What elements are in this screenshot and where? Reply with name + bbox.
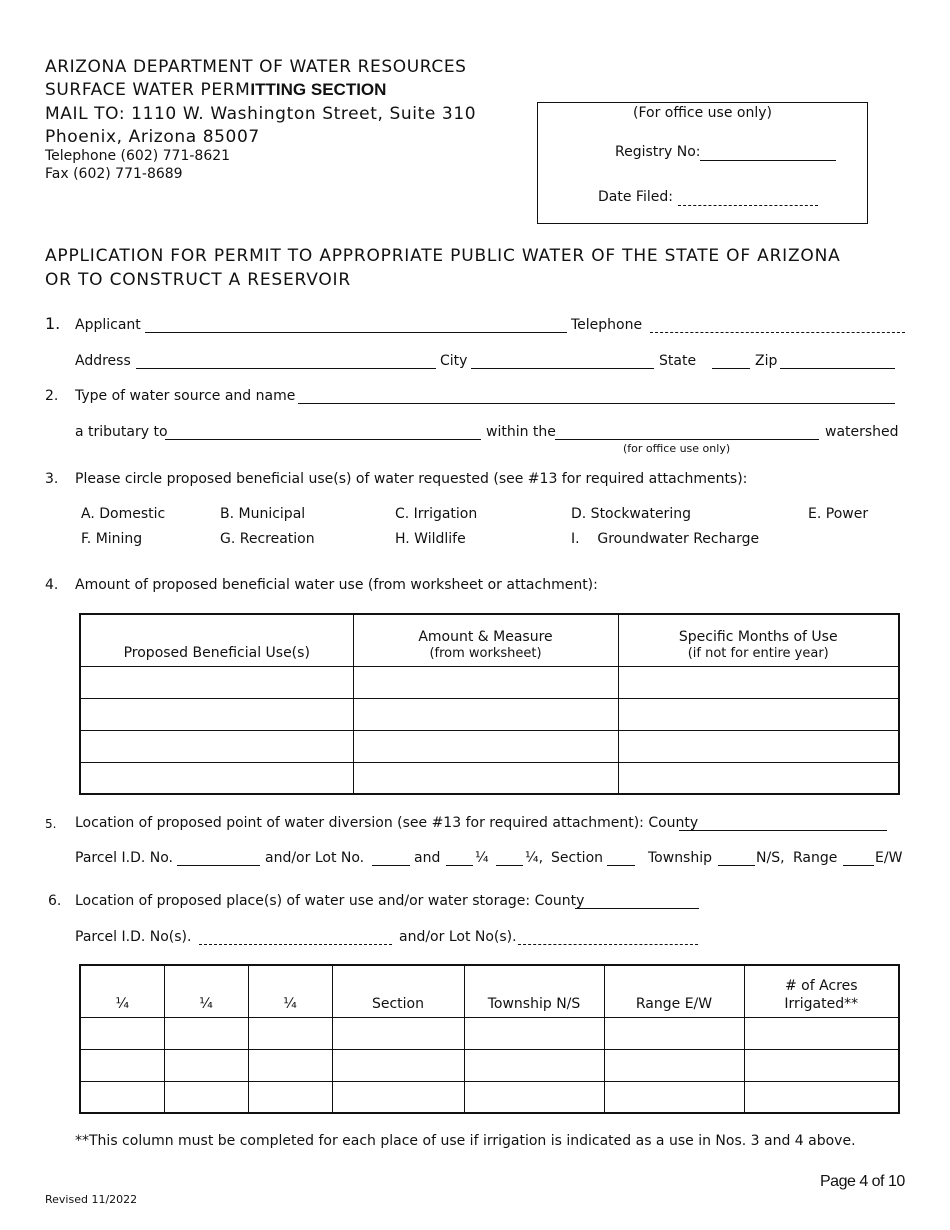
col-amount-measure: Amount & Measure (from worksheet)	[353, 614, 618, 666]
lots-label: and/or Lot No(s).	[399, 929, 517, 945]
applicant-field[interactable]	[145, 332, 567, 333]
table-cell[interactable]	[353, 666, 618, 698]
col-quarter-2: ¼	[164, 965, 248, 1017]
quarter2-field[interactable]	[496, 865, 523, 866]
parcel-label: Parcel I.D. No.	[75, 850, 173, 866]
table-cell[interactable]	[332, 1049, 464, 1081]
diversion-county-field[interactable]	[679, 830, 887, 831]
city-field[interactable]	[471, 368, 654, 369]
quarter1-field[interactable]	[446, 865, 473, 866]
and-label: and	[414, 850, 441, 866]
telephone-label: Telephone	[571, 317, 643, 333]
section-field[interactable]	[607, 865, 635, 866]
table-cell[interactable]	[353, 698, 618, 730]
q4-text: Amount of proposed beneficial water use (from worksheet or attachment):	[75, 577, 598, 593]
page-number: Page 4 of 10	[820, 1173, 905, 1190]
use-recreation[interactable]: G. Recreation	[220, 531, 315, 547]
township-label: Township	[648, 850, 713, 866]
office-use-title: (For office use only)	[633, 105, 772, 121]
col-range: Range E/W	[604, 965, 744, 1017]
table-cell[interactable]	[164, 1081, 248, 1113]
table-cell[interactable]	[80, 1017, 164, 1049]
watershed-label: watershed	[825, 424, 899, 440]
q5-text: Location of proposed point of water diversion (see #13 for required attachment): County	[75, 815, 699, 831]
q5-number: 5.	[45, 817, 57, 831]
table-cell[interactable]	[353, 730, 618, 762]
mail-address: MAIL TO: 1110 W. Washington Street, Suite 310	[45, 104, 477, 124]
col-township: Township N/S	[464, 965, 604, 1017]
q6-number: 6.	[48, 893, 62, 909]
lot-field[interactable]	[372, 865, 410, 866]
table-cell[interactable]	[744, 1081, 899, 1113]
range-label: Range	[793, 850, 838, 866]
table-cell[interactable]	[332, 1017, 464, 1049]
table-cell[interactable]	[80, 762, 353, 794]
revised-date: Revised 11/2022	[45, 1193, 138, 1206]
zip-label: Zip	[755, 353, 778, 369]
department-name: ARIZONA DEPARTMENT OF WATER RESOURCES	[45, 57, 467, 77]
table-cell[interactable]	[248, 1049, 332, 1081]
tributary-label: a tributary to	[75, 424, 168, 440]
parcels-field[interactable]	[199, 944, 392, 945]
watershed-field[interactable]	[555, 439, 819, 440]
city-state-zip: Phoenix, Arizona 85007	[45, 127, 260, 147]
table-cell[interactable]	[164, 1049, 248, 1081]
telephone-field[interactable]	[650, 332, 905, 333]
table-cell[interactable]	[164, 1017, 248, 1049]
registry-label: Registry No:	[615, 144, 701, 160]
zip-field[interactable]	[780, 368, 895, 369]
col-section: Section	[332, 965, 464, 1017]
state-label: State	[659, 353, 697, 369]
q4-number: 4.	[45, 577, 59, 593]
date-filed-label: Date Filed:	[598, 189, 673, 205]
lot-label: and/or Lot No.	[265, 850, 365, 866]
table-cell[interactable]	[604, 1017, 744, 1049]
col-proposed-use: Proposed Beneficial Use(s)	[80, 614, 353, 666]
ew-label: E/W	[875, 850, 903, 866]
date-filed-field[interactable]	[678, 205, 818, 206]
beneficial-use-table	[79, 613, 900, 795]
telephone-number: Telephone (602) 771-8621	[45, 148, 231, 164]
water-source-label: Type of water source and name	[75, 388, 296, 404]
col-months-of-use: Specific Months of Use (if not for entire year)	[618, 614, 899, 666]
place-of-use-table	[79, 964, 900, 1114]
col-quarter-3: ¼	[248, 965, 332, 1017]
table-cell[interactable]	[744, 1049, 899, 1081]
city-label: City	[440, 353, 468, 369]
registry-field[interactable]	[700, 160, 836, 161]
use-municipal[interactable]: B. Municipal	[220, 506, 306, 522]
table-cell[interactable]	[248, 1017, 332, 1049]
table-cell[interactable]	[618, 730, 899, 762]
use-domestic[interactable]: A. Domestic	[81, 506, 166, 522]
form-title-line2: OR TO CONSTRUCT A RESERVOIR	[45, 270, 351, 290]
table-cell[interactable]	[80, 1081, 164, 1113]
table-cell[interactable]	[618, 666, 899, 698]
q1-number: 1.	[45, 314, 61, 333]
use-county-field[interactable]	[575, 908, 699, 909]
section-label: Section	[551, 850, 604, 866]
table-cell[interactable]	[618, 762, 899, 794]
table-cell[interactable]	[604, 1081, 744, 1113]
office-use-box	[537, 102, 868, 224]
office-use-note: (for office use only)	[623, 442, 731, 455]
table-cell[interactable]	[353, 762, 618, 794]
use-mining[interactable]: F. Mining	[81, 531, 143, 547]
table-cell[interactable]	[604, 1049, 744, 1081]
table-cell[interactable]	[80, 1049, 164, 1081]
lots-field[interactable]	[518, 944, 698, 945]
use-wildlife[interactable]: H. Wildlife	[395, 531, 466, 547]
col-quarter-1: ¼	[80, 965, 164, 1017]
table-cell[interactable]	[80, 666, 353, 698]
irrigation-footnote: **This column must be completed for each place of use if irrigation is indicated as a use in Nos. 3 and 4 above.	[75, 1133, 856, 1149]
table-cell[interactable]	[332, 1081, 464, 1113]
q3-number: 3.	[45, 471, 59, 487]
state-field[interactable]	[712, 368, 750, 369]
fax-number: Fax (602) 771-8689	[45, 166, 183, 182]
q6-text: Location of proposed place(s) of water use and/or water storage: County	[75, 893, 585, 909]
address-label: Address	[75, 353, 131, 369]
use-irrigation[interactable]: C. Irrigation	[395, 506, 478, 522]
form-title-line1: APPLICATION FOR PERMIT TO APPROPRIATE PUBLIC WATER OF THE STATE OF ARIZONA	[45, 246, 841, 266]
use-power[interactable]: E. Power	[808, 506, 869, 522]
quarter1-label: ¼	[475, 850, 489, 866]
within-label: within the	[486, 424, 556, 440]
township-field[interactable]	[718, 865, 755, 866]
parcels-label: Parcel I.D. No(s).	[75, 929, 192, 945]
tributary-field[interactable]	[165, 439, 481, 440]
table-cell[interactable]	[744, 1017, 899, 1049]
ns-label: N/S,	[756, 850, 785, 866]
q2-number: 2.	[45, 388, 59, 404]
q3-text: Please circle proposed beneficial use(s) of water requested (see #13 for required attachments):	[75, 471, 748, 487]
range-field[interactable]	[843, 865, 874, 866]
quarter2-label: ¼,	[525, 850, 544, 866]
section-name: SURFACE WATER PERMITTING SECTION	[45, 80, 387, 100]
table-cell[interactable]	[80, 730, 353, 762]
address-field[interactable]	[136, 368, 436, 369]
use-stockwatering[interactable]: D. Stockwatering	[571, 506, 691, 522]
parcel-field[interactable]	[177, 865, 260, 866]
water-source-field[interactable]	[298, 403, 895, 404]
table-cell[interactable]	[464, 1081, 604, 1113]
applicant-label: Applicant	[75, 317, 141, 333]
table-cell[interactable]	[464, 1017, 604, 1049]
col-acres-irrigated: # of Acres Irrigated**	[744, 965, 899, 1017]
table-cell[interactable]	[248, 1081, 332, 1113]
table-cell[interactable]	[464, 1049, 604, 1081]
table-cell[interactable]	[80, 698, 353, 730]
table-cell[interactable]	[618, 698, 899, 730]
use-groundwater-recharge[interactable]: I. Groundwater Recharge	[571, 531, 760, 547]
